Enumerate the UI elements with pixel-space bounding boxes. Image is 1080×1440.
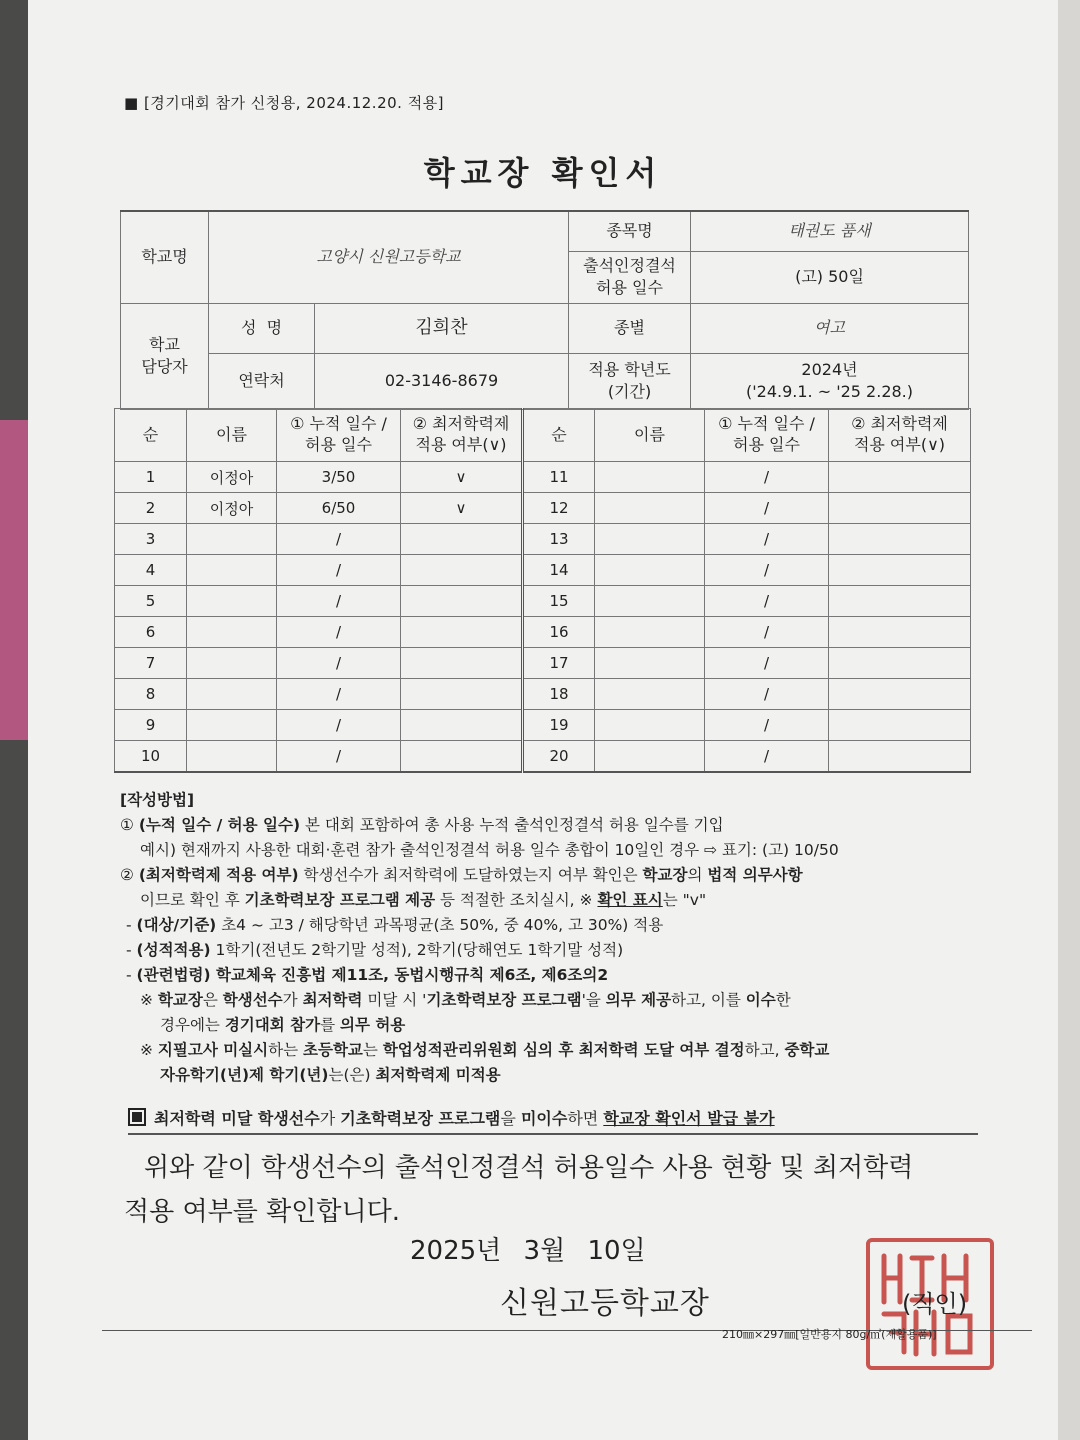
cell-days: / — [705, 524, 829, 555]
table-row — [115, 462, 971, 493]
col-header-no: 순 — [523, 409, 595, 462]
table-row — [115, 648, 971, 679]
cell-days: / — [277, 710, 401, 741]
cell-no: 4 — [115, 555, 187, 586]
cell-no: 9 — [115, 710, 187, 741]
cell-name — [595, 586, 705, 617]
important-notice: 최저학력 미달 학생선수가 기초학력보장 프로그램을 미이수하면 학교장 확인서 발급 불가 — [128, 1106, 978, 1135]
cell-no: 19 — [523, 710, 595, 741]
cell-no: 1 — [115, 462, 187, 493]
cell-check — [401, 617, 523, 648]
cell-name — [187, 710, 277, 741]
col-header-days: ① 누적 일수 / 허용 일수 — [277, 409, 401, 462]
cell-check — [401, 679, 523, 710]
cell-days: / — [705, 555, 829, 586]
cell-days: 3/50 — [277, 462, 401, 493]
sport-label: 종목명 — [569, 211, 691, 251]
cell-check — [829, 555, 971, 586]
cell-days: / — [705, 741, 829, 773]
allow-days-label: 출석인정결석 허용 일수 — [569, 251, 691, 303]
cell-name — [187, 524, 277, 555]
cell-days: / — [277, 648, 401, 679]
cell-days: 6/50 — [277, 493, 401, 524]
instruction-line: 경우에는 경기대회 참가를 의무 허용 — [160, 1016, 406, 1034]
cell-check — [829, 617, 971, 648]
cell-check — [401, 710, 523, 741]
col-header-days: ① 누적 일수 / 허용 일수 — [705, 409, 829, 462]
cell-name — [595, 679, 705, 710]
cell-no: 8 — [115, 679, 187, 710]
instructions — [120, 788, 980, 1088]
cell-no: 20 — [523, 741, 595, 773]
cell-name: 이정아 — [187, 462, 277, 493]
cell-check — [401, 555, 523, 586]
cell-name — [187, 679, 277, 710]
cell-check — [829, 524, 971, 555]
cell-days: / — [277, 617, 401, 648]
cell-name: 이정아 — [187, 493, 277, 524]
table-row — [115, 524, 971, 555]
year-value: 2024년 ('24.9.1. ~ '25 2.28.) — [691, 353, 969, 409]
athlete-table-header — [115, 409, 971, 462]
table-row — [115, 555, 971, 586]
col-header-name: 이름 — [595, 409, 705, 462]
paper-spec: 210㎜×297㎜[일반용지 80g/㎡(재활용품)] — [722, 1328, 937, 1341]
col-header-check: ② 최저학력제 적용 여부(∨) — [829, 409, 971, 462]
statement-line-2: 적용 여부를 확인합니다. — [124, 1197, 400, 1227]
cell-days: / — [277, 586, 401, 617]
table-row — [115, 617, 971, 648]
cell-no: 17 — [523, 648, 595, 679]
school-label: 학교명 — [121, 211, 209, 303]
col-header-name: 이름 — [187, 409, 277, 462]
cell-check — [401, 648, 523, 679]
official-seal-label: (직인) — [902, 1290, 968, 1318]
name-value: 김희찬 — [315, 303, 569, 353]
cell-name — [595, 493, 705, 524]
instruction-line: - (성적적용) 1학기(전년도 2학기말 성적), 2학기(당해연도 1학기말 성적) — [126, 941, 624, 959]
cell-name — [187, 555, 277, 586]
instruction-line: ※ 지필고사 미실시하는 초등학교는 학업성적관리위원회 심의 후 최저학력 도달 여부 결정하고, 중학교 — [140, 1041, 830, 1059]
pink-folder — [0, 420, 30, 740]
cell-no: 18 — [523, 679, 595, 710]
table-row — [115, 493, 971, 524]
cell-no: 5 — [115, 586, 187, 617]
cell-no: 11 — [523, 462, 595, 493]
cell-check — [829, 710, 971, 741]
confirmation-statement — [124, 1146, 994, 1234]
statement-line-1: 위와 같이 학생선수의 출석인정결석 허용일수 사용 현황 및 최저학력 — [144, 1153, 914, 1183]
cell-name — [595, 617, 705, 648]
cell-check — [401, 586, 523, 617]
year-label: 적용 학년도 (기간) — [569, 353, 691, 409]
cell-days: / — [705, 679, 829, 710]
cell-check — [401, 741, 523, 773]
category-label: 종별 — [569, 303, 691, 353]
signer-name: 신원고등학교장 — [500, 1286, 710, 1321]
instructions-title: [작성방법] — [120, 791, 195, 809]
cell-no: 13 — [523, 524, 595, 555]
sport-value: 태권도 품새 — [691, 211, 969, 251]
cell-days: / — [277, 741, 401, 773]
instruction-line: - (관련법령) 학교체육 진흥법 제11조, 동법시행규칙 제6조, 제6조의2 — [126, 966, 609, 984]
cell-name — [187, 617, 277, 648]
cell-no: 14 — [523, 555, 595, 586]
cell-no: 7 — [115, 648, 187, 679]
instruction-line: ② (최저학력제 적용 여부) 학생선수가 최저학력에 도달하였는지 여부 확인은 학교장의 법적 의무사항 — [120, 866, 803, 884]
cell-days: / — [705, 648, 829, 679]
col-header-check: ② 최저학력제 적용 여부(∨) — [401, 409, 523, 462]
cell-name — [595, 648, 705, 679]
notice-bullet-icon — [128, 1108, 146, 1126]
instruction-line: 이므로 확인 후 기초학력보장 프로그램 제공 등 적절한 조치실시, ※ 확인 표시는 "v" — [140, 891, 707, 909]
instruction-line: - (대상/기준) 초4 ~ 고3 / 해당학년 과목평균(초 50%, 중 40%, 고 30%) 적용 — [126, 916, 664, 934]
cell-days: / — [705, 710, 829, 741]
issue-date: 2025년 3월 10일 — [410, 1236, 646, 1266]
cell-check: ∨ — [401, 462, 523, 493]
table-row — [115, 679, 971, 710]
cell-check — [829, 493, 971, 524]
cell-name — [595, 710, 705, 741]
cell-days: / — [705, 617, 829, 648]
instruction-line: 자유학기(년)제 학기(년)는(은) 최저학력제 미적용 — [160, 1066, 501, 1084]
cell-days: / — [277, 555, 401, 586]
cell-days: / — [705, 462, 829, 493]
instruction-line: 예시) 현재까지 사용한 대회·훈련 참가 출석인정결석 허용 일수 총합이 10일인 경우 ⇨ 표기: (고) 10/50 — [140, 841, 839, 859]
cell-name — [595, 462, 705, 493]
cell-name — [187, 741, 277, 773]
cell-check — [829, 741, 971, 773]
cell-name — [187, 648, 277, 679]
document-page — [28, 0, 1058, 1440]
cell-no: 15 — [523, 586, 595, 617]
document-title: 학교장 확인서 — [423, 154, 663, 192]
info-table — [120, 210, 969, 410]
cell-check — [829, 648, 971, 679]
cell-no: 3 — [115, 524, 187, 555]
manager-label: 학교 담당자 — [121, 303, 209, 409]
cell-check — [401, 524, 523, 555]
cell-no: 16 — [523, 617, 595, 648]
athlete-table — [114, 408, 971, 773]
form-header: ■ [경기대회 참가 신청용, 2024.12.20. 적용] — [124, 94, 445, 112]
cell-check — [829, 679, 971, 710]
table-row — [115, 741, 971, 773]
school-value: 고양시 신원고등학교 — [209, 211, 569, 303]
cell-name — [595, 741, 705, 773]
instruction-line: ① (누적 일수 / 허용 일수) 본 대회 포함하여 총 사용 누적 출석인정결석 허용 일수를 기입 — [120, 816, 724, 834]
table-row — [115, 586, 971, 617]
cell-days: / — [277, 524, 401, 555]
cell-check — [829, 462, 971, 493]
cell-check: ∨ — [401, 493, 523, 524]
cell-days: / — [277, 679, 401, 710]
cell-no: 2 — [115, 493, 187, 524]
table-row — [115, 710, 971, 741]
name-label: 성 명 — [209, 303, 315, 353]
category-value: 여고 — [691, 303, 969, 353]
cell-days: / — [705, 493, 829, 524]
contact-label: 연락처 — [209, 353, 315, 409]
cell-name — [595, 524, 705, 555]
cell-check — [829, 586, 971, 617]
col-header-no: 순 — [115, 409, 187, 462]
cell-no: 10 — [115, 741, 187, 773]
cell-name — [187, 586, 277, 617]
instruction-line: ※ 학교장은 학생선수가 최저학력 미달 시 '기초학력보장 프로그램'을 의무 제공하고, 이를 이수한 — [140, 991, 791, 1009]
cell-days: / — [705, 586, 829, 617]
cell-name — [595, 555, 705, 586]
contact-value: 02-3146-8679 — [315, 353, 569, 409]
cell-no: 12 — [523, 493, 595, 524]
cell-no: 6 — [115, 617, 187, 648]
allow-days-value: (고) 50일 — [691, 251, 969, 303]
